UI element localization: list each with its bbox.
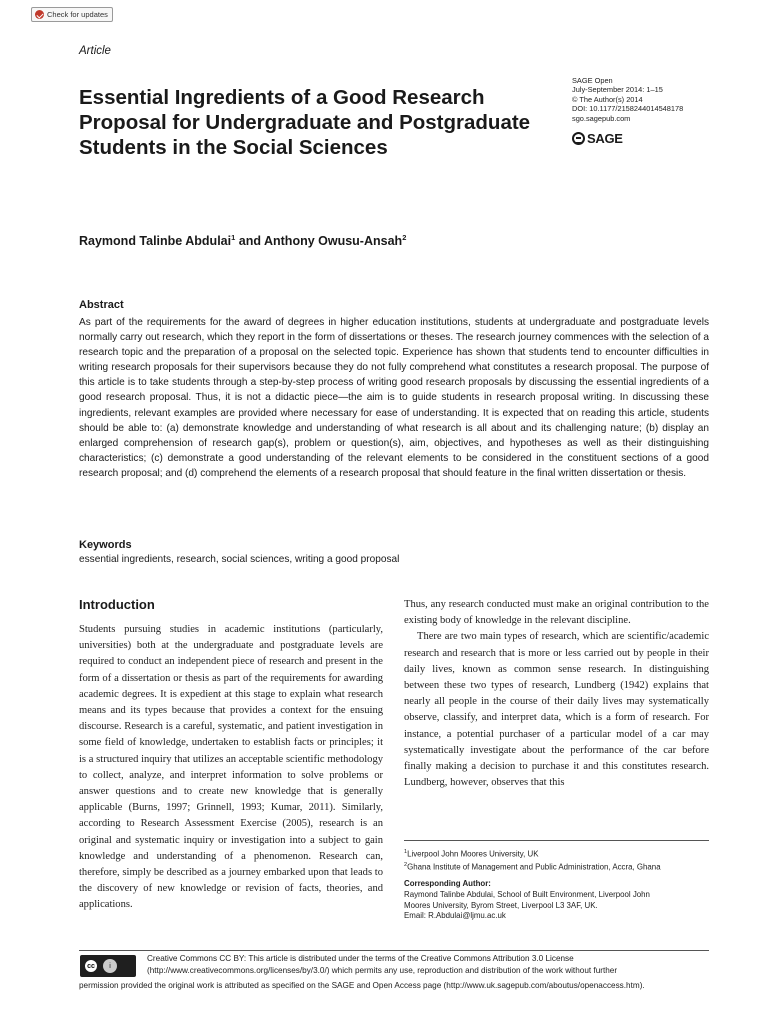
footnote-divider — [404, 840, 709, 841]
author-name: Raymond Talinbe Abdulai — [79, 234, 232, 249]
left-column — [79, 622, 383, 914]
check-for-updates-badge[interactable] — [31, 7, 113, 22]
license-text — [147, 953, 712, 977]
author-affiliation-marker: 1 — [231, 233, 236, 242]
right-column — [404, 597, 709, 791]
attribution-icon: i — [103, 959, 117, 973]
journal-copyright: © The Author(s) 2014 — [572, 94, 643, 104]
author-affiliation-marker: 2 — [402, 233, 407, 242]
license-divider — [79, 950, 709, 951]
check-icon — [35, 10, 44, 19]
author-list — [79, 233, 406, 248]
abstract-text: As part of the requirements for the award of degrees in higher education institutions, students at undergraduate and postgraduate levels normally carry out research, which they report in the form of dissertations or theses. The research journey commences with the selection of a research topic and the preparation of a proposal on the selected topic. Experience has shown that students tend to encounter difficulties in writing research proposals for their supervisors because they do not fully comprehend what constitutes a research proposal. The purpose of this article is to take students through a step-by-step process of writing good research proposals by discussing the essential ingredients of a good research proposal. Thus, it is not a didactic piece—the aim is to guide students in research proposal writing. In discussing these ingredients, relevant examples are provided where necessary for ease of understanding. It is expected that on reading this article, students should be able to: (a) demonstrate knowledge and understanding of what research is all about and its challenging nature; (b) display an enlarged comprehension of research gap(s), problem or question(s), aim, objectives, and hypotheses as well as their distinguishing characteristics; (c) demonstrate a good understanding of the relevant elements to be considered in the constituent sections of a good research proposal; and (d) comprehend the elements of a research proposal that should feature in the final written dissertation or thesis. — [79, 317, 709, 479]
journal-info — [572, 76, 683, 123]
body-paragraph: There are two main types of research, which are scientific/academic research and research that is more or less carried out by people in their daily lives, known as common sense research. In distinguishing between these two types of research, Lundberg (1942) explains that nearly all people in the course of their daily lives may systematically observe, classify, and interpret data, which is a form of research. For instance, a potential purchaser of a particular model of a car may systematically investigate about the performance of the car before finally making a decision to purchase it and this constitutes research. Lundberg, however, observes that this — [404, 631, 709, 789]
license-line: Creative Commons CC BY: This article is distributed under the terms of the Creative Commons Attribution 3.0 License — [147, 954, 574, 963]
license-line: (http://www.creativecommons.org/licenses/by/3.0/) which permits any use, reproduction and distribution of the work without further — [147, 965, 618, 975]
affiliation-text: Ghana Institute of Management and Public Administration, Accra, Ghana — [407, 862, 661, 872]
body-paragraph: Students pursuing studies in academic institutions (particularly, universities) both at the undergraduate and postgraduate levels are required to conduct an independent piece of research and present in the form of a dissertation or thesis as part of the requirements for awarding academic degrees. It is expedient at this stage to explain what research means and its types because that provides a context for the ensuing discourse. Research is a careful, systematic, and patient investigation in some field of knowledge, undertaken to establish facts or principles; it is a structured inquiry that utilizes an acceptable scientific methodology to collect, analyze, and interpret information to solve problems or answer questions and to create new knowledge that is generally applicable (Burns, 1997; Grinnell, 1993; Kumar, 2011). Similarly, according to Research Assessment Exercise (2005), research is an original and systematic inquiry or investigation into a subject to gain knowledge and understanding of a phenomenon. Research can, therefore, simply be described as a journey embarked upon that leads to the discovery of new knowledge or revision of facts, theories, and applications. — [79, 624, 383, 911]
journal-issue: July-September 2014: 1–15 — [572, 85, 663, 95]
affiliation-marker: 1 — [404, 849, 408, 855]
journal-doi[interactable]: DOI: 10.1177/2158244014548178 — [572, 104, 684, 114]
corresponding-author-address: Moores University, Byrom Street, Liverpool L3 3AF, UK. — [404, 900, 598, 910]
footnotes — [404, 847, 714, 922]
keywords-heading: Keywords — [79, 539, 132, 551]
license-line: permission provided the original work is attributed as specified on the SAGE and Open Access page (http://www.uk.sagepub.com/aboutus/openaccess.htm). — [79, 981, 645, 990]
sage-logo — [572, 131, 623, 146]
paper-title: Essential Ingredients of a Good Research Proposal for Undergraduate and Postgraduate Students in the Social Sciences — [79, 86, 531, 159]
sage-logo-text: SAGE — [587, 131, 623, 146]
corresponding-author-address: Raymond Talinbe Abdulai, School of Built Environment, Liverpool John — [404, 890, 650, 900]
author-name: Anthony Owusu-Ansah — [263, 234, 403, 249]
affiliation-marker: 2 — [404, 862, 408, 869]
cc-by-badge[interactable] — [80, 955, 136, 977]
affiliation-2 — [404, 860, 714, 873]
keywords-text: essential ingredients, research, social sciences, writing a good proposal — [79, 554, 400, 565]
journal-url[interactable]: sgo.sagepub.com — [572, 113, 631, 123]
check-for-updates-label: Check for updates — [47, 10, 108, 19]
creative-commons-icon: cc — [83, 958, 99, 974]
abstract-heading: Abstract — [79, 299, 124, 311]
corresponding-author-email[interactable]: Email: R.Abdulai@ljmu.ac.uk — [404, 911, 506, 921]
affiliation-1 — [404, 847, 714, 860]
affiliation-text: Liverpool John Moores University, UK — [407, 849, 539, 859]
journal-name: SAGE Open — [572, 76, 613, 85]
article-type-label: Article — [79, 45, 111, 57]
corresponding-author-heading: Corresponding Author: — [404, 879, 491, 889]
sage-logo-icon — [572, 132, 585, 145]
body-paragraph: Thus, any research conducted must make an original contribution to the existing body of knowledge in the relevant discipline. — [404, 599, 709, 627]
author-conjunction: and — [235, 234, 264, 249]
introduction-heading: Introduction — [79, 597, 155, 612]
